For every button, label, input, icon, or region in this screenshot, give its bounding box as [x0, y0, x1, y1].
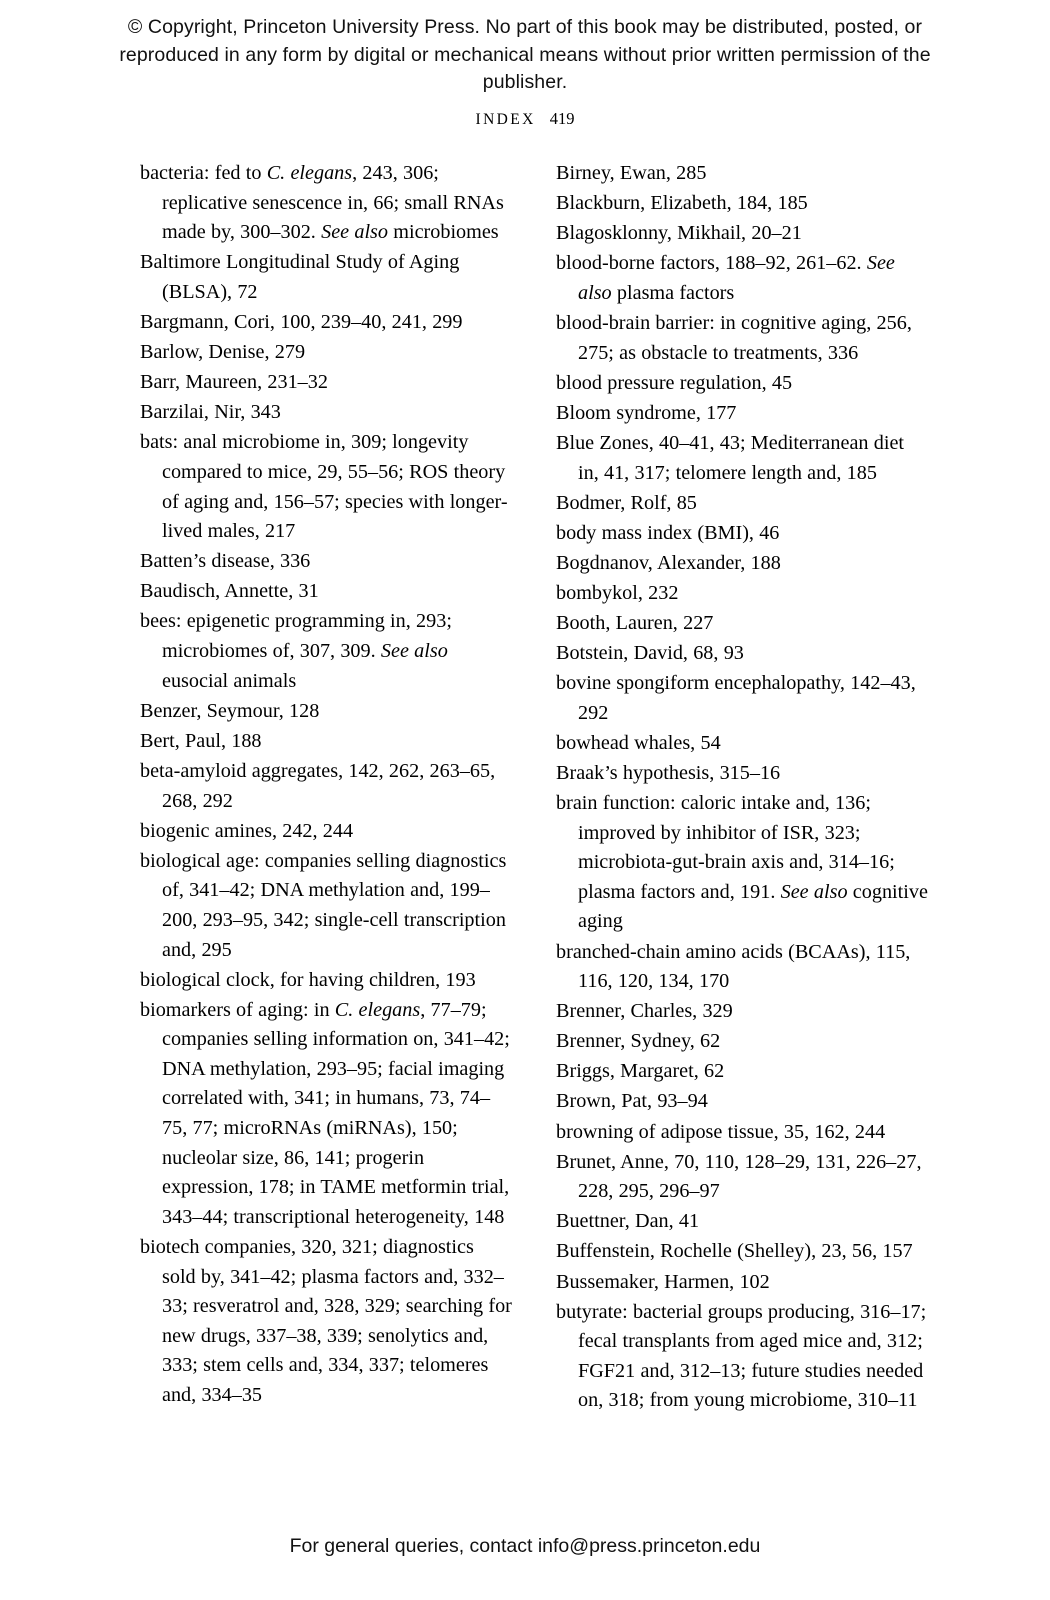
index-entry: Blue Zones, 40–41, 43; Mediterranean diet in, 41, 317; telomere length and, 185: [556, 431, 905, 484]
index-entry: biological age: companies selling diagnostics of, 341–42; DNA methylation and, 199–200, 293–95, 342; single-cell transcription and, 295: [140, 849, 507, 961]
index-column-right: [556, 159, 928, 1416]
footer-queries-note: For general queries, contact info@press.princeton.edu: [289, 1535, 761, 1557]
index-entry: Booth, Lauren, 227: [556, 611, 714, 634]
index-entry: brain function: caloric intake and, 136; improved by inhibitor of ISR, 323; microbiota-gut-brain axis and, 314–16; plasma factors and, 191. See also cognitive aging: [556, 792, 928, 933]
index-entry: biological clock, for having children, 193: [140, 968, 476, 991]
index-entry: Briggs, Margaret, 62: [556, 1060, 725, 1083]
index-entry: blood-borne factors, 188–92, 261–62. See also plasma factors: [556, 252, 895, 304]
index-entry: Buffenstein, Rochelle (Shelley), 23, 56, 157: [556, 1240, 913, 1263]
index-entry: Bert, Paul, 188: [140, 729, 262, 752]
index-entry: Brunet, Anne, 70, 110, 128–29, 131, 226–27, 228, 295, 296–97: [556, 1150, 922, 1203]
index-entry: Bussemaker, Harmen, 102: [556, 1270, 770, 1293]
index-entry: blood pressure regulation, 45: [556, 371, 793, 394]
index-entry: Barlow, Denise, 279: [140, 341, 306, 364]
index-entry: bacteria: fed to C. elegans, 243, 306; replicative senescence in, 66; small RNAs made by, 300–302. See also microbiomes: [140, 162, 504, 244]
index-entry: Birney, Ewan, 285: [556, 162, 707, 185]
index-entry: Barzilai, Nir, 343: [140, 401, 281, 424]
index-entry: Bodmer, Rolf, 85: [556, 491, 697, 514]
index-entry: biotech companies, 320, 321; diagnostics sold by, 341–42; plasma factors and, 332–33; resveratrol and, 328, 329; searching for new drugs, 337–38, 339; senolytics and, 333; stem cells and, 334, 337; telomeres and, 334–35: [140, 1235, 512, 1406]
index-entry: Bloom syndrome, 177: [556, 401, 737, 424]
index-entry: Barr, Maureen, 231–32: [140, 371, 328, 394]
index-entry: Blackburn, Elizabeth, 184, 185: [556, 192, 808, 215]
index-column-left: [140, 159, 512, 1416]
index-entry: Brenner, Charles, 329: [556, 1000, 733, 1023]
running-head-title: INDEX: [475, 111, 536, 129]
page-folio: 419: [549, 109, 575, 129]
index-entry: bombykol, 232: [556, 581, 679, 604]
index-entry: bats: anal microbiome in, 309; longevity compared to mice, 29, 55–56; ROS theory of aging and, 156–57; species with longer-lived males, 217: [140, 431, 508, 543]
index-entry: Brenner, Sydney, 62: [556, 1030, 721, 1053]
copyright-notice: © Copyright, Princeton University Press. No part of this book may be distributed, posted, or reproduced in any form by digital or mechanical means without prior written permission of the publisher.: [119, 16, 931, 94]
index-entry: Blagosklonny, Mikhail, 20–21: [556, 222, 802, 245]
index-entry: Baltimore Longitudinal Study of Aging (BLSA), 72: [140, 251, 460, 303]
index-entry: Batten’s disease, 336: [140, 550, 311, 573]
index-entry: blood-brain barrier: in cognitive aging, 256, 275; as obstacle to treatments, 336: [556, 312, 912, 364]
index-entry: bovine spongiform encephalopathy, 142–43, 292: [556, 672, 916, 724]
index-entry: Buettner, Dan, 41: [556, 1210, 700, 1233]
index-entry: body mass index (BMI), 46: [556, 521, 780, 544]
index-entry: Brown, Pat, 93–94: [556, 1090, 708, 1113]
index-entry: Baudisch, Annette, 31: [140, 580, 319, 603]
index-entry: branched-chain amino acids (BCAAs), 115, 116, 120, 134, 170: [556, 940, 911, 993]
index-entry: beta-amyloid aggregates, 142, 262, 263–65, 268, 292: [140, 759, 496, 812]
index-entry: browning of adipose tissue, 35, 162, 244: [556, 1120, 886, 1143]
running-head: [0, 109, 1050, 129]
index-entry: Braak’s hypothesis, 315–16: [556, 761, 781, 784]
index-entry: butyrate: bacterial groups producing, 316–17; fecal transplants from aged mice and, 312; FGF21 and, 312–13; future studies needed on, 318; from young microbiome, 310–11: [556, 1300, 927, 1412]
index-entry: Bogdnanov, Alexander, 188: [556, 551, 781, 574]
index-entry: bowhead whales, 54: [556, 731, 721, 754]
index-entry: bees: epigenetic programming in, 293; microbiomes of, 307, 309. See also eusocial animals: [140, 610, 452, 692]
index-entry: Botstein, David, 68, 93: [556, 642, 744, 665]
index-entry: Bargmann, Cori, 100, 239–40, 241, 299: [140, 311, 463, 334]
index-entry: biomarkers of aging: in C. elegans, 77–79; companies selling information on, 341–42; DNA methylation, 293–95; facial imaging correlated with, 341; in humans, 73, 74–75, 77; microRNAs (miRNAs), 150; nucleolar size, 86, 141; progerin expression, 178; in TAME metformin trial, 343–44; transcriptional heterogeneity, 148: [140, 998, 510, 1228]
index-entry: biogenic amines, 242, 244: [140, 819, 354, 842]
index-entry: Benzer, Seymour, 128: [140, 699, 320, 722]
index-columns: [0, 129, 1050, 1416]
